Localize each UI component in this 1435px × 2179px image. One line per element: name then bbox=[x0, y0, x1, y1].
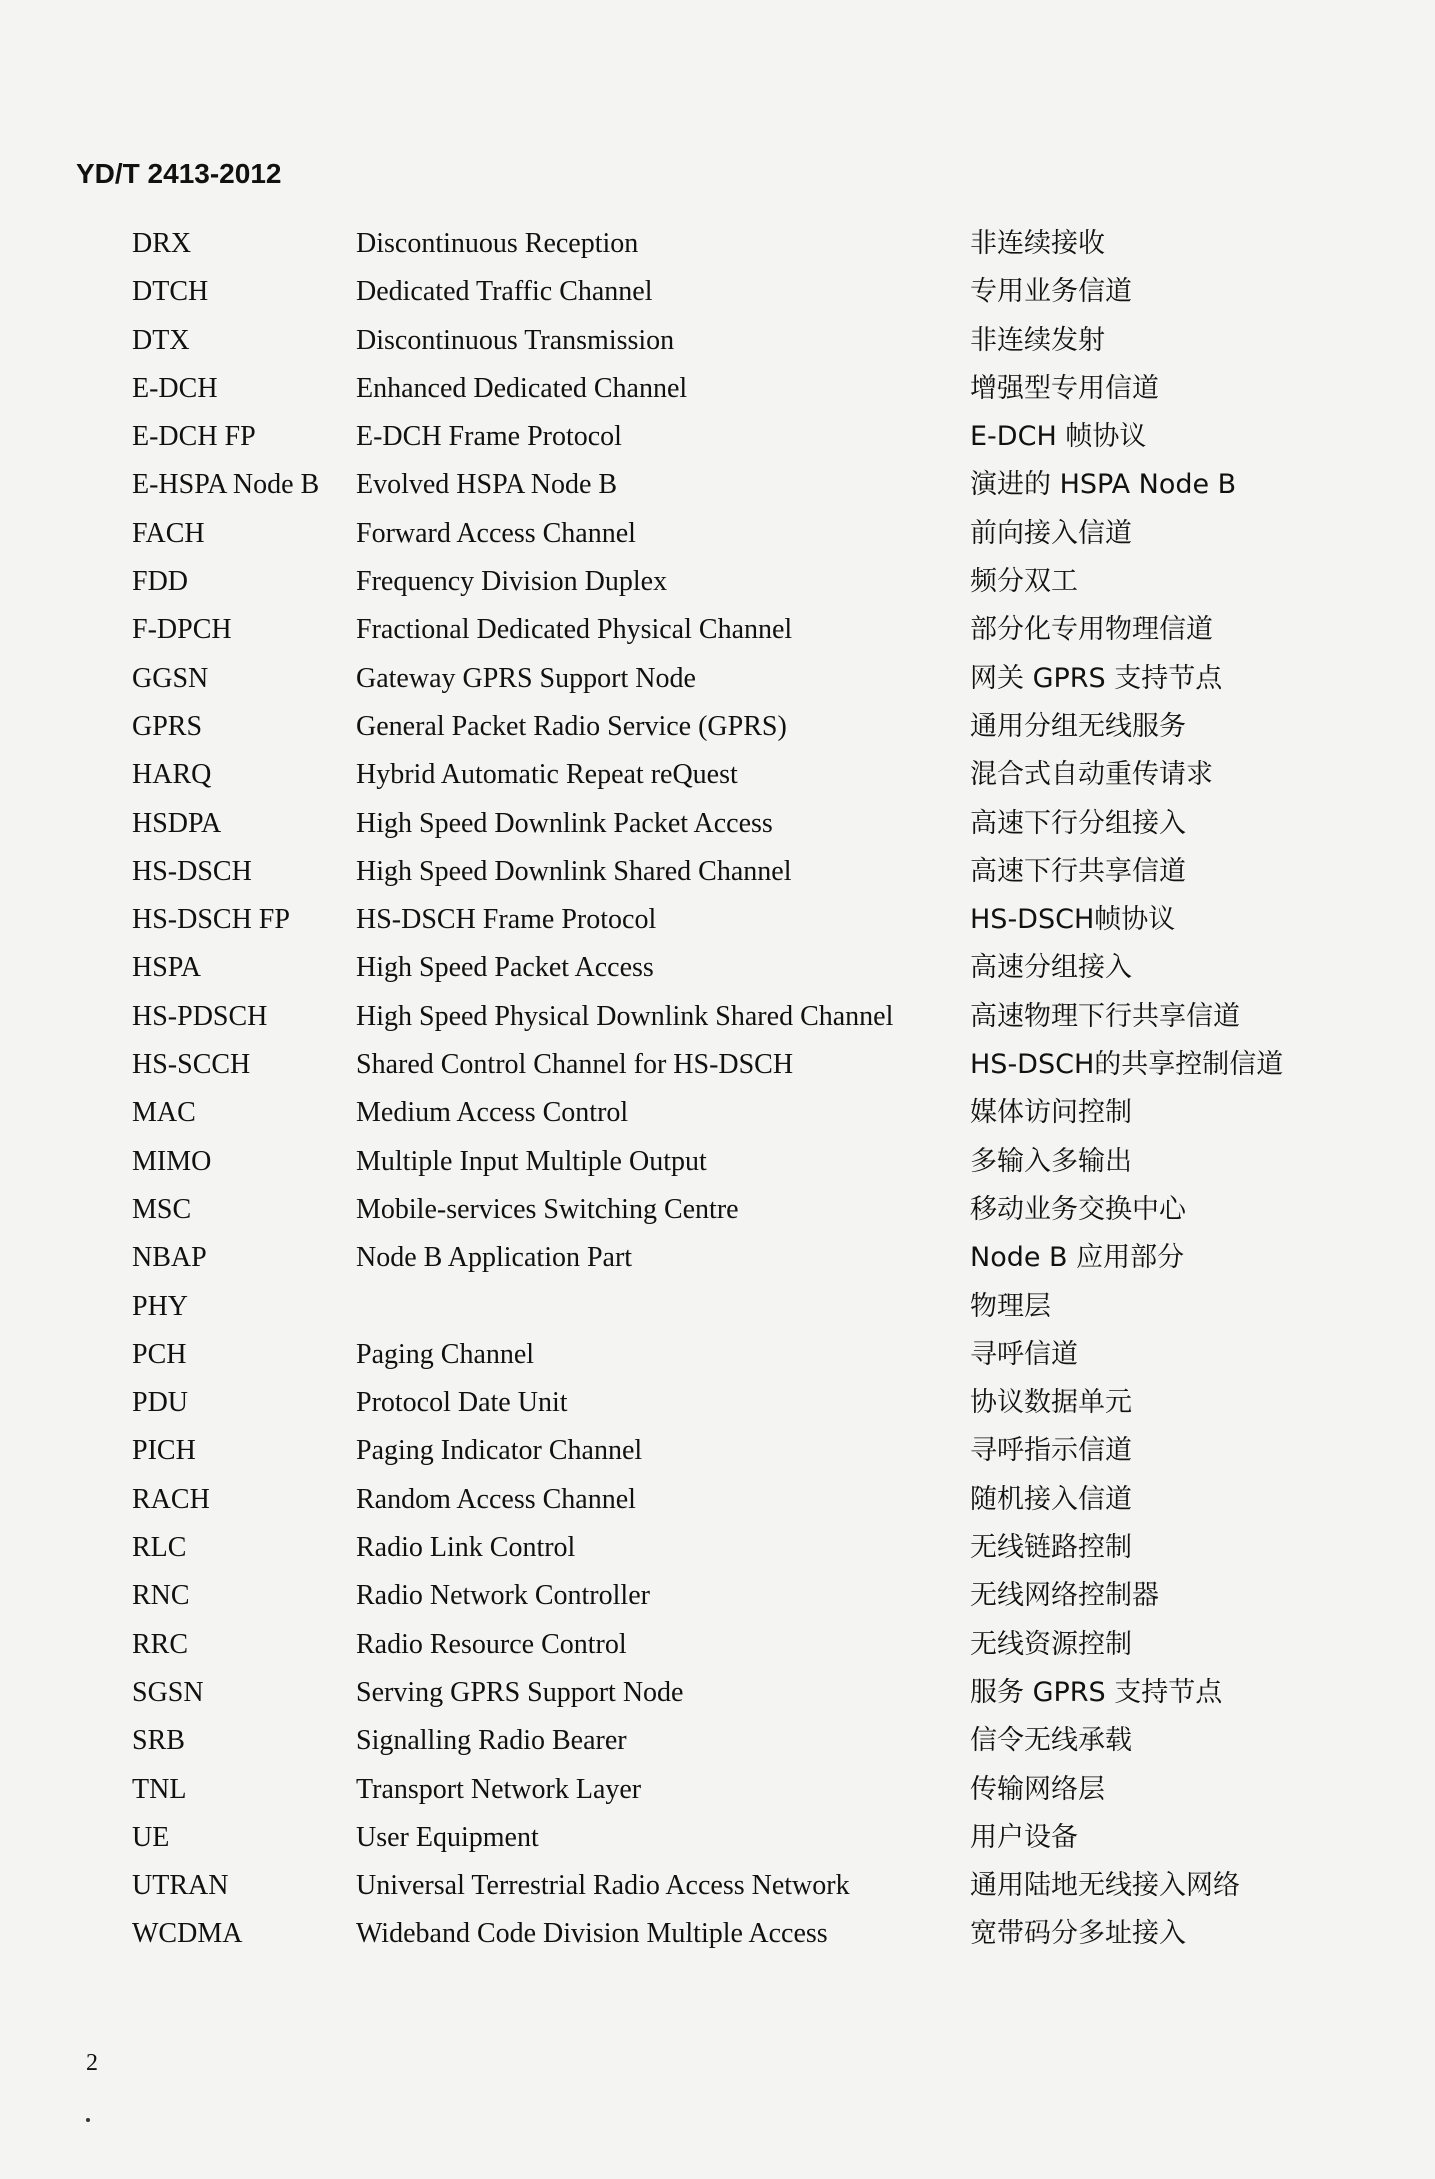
english-expansion: Discontinuous Reception bbox=[356, 228, 639, 259]
abbreviation-term: MIMO bbox=[132, 1145, 212, 1177]
chinese-translation: 高速下行分组接入 bbox=[970, 807, 1186, 839]
chinese-translation: 媒体访问控制 bbox=[970, 1097, 1132, 1129]
abbreviation-row bbox=[0, 896, 1435, 944]
english-expansion: Dedicated Traffic Channel bbox=[356, 276, 653, 308]
abbreviation-term: HSDPA bbox=[132, 807, 222, 839]
abbreviation-row bbox=[0, 1331, 1435, 1379]
chinese-translation: 通用分组无线服务 bbox=[970, 710, 1186, 742]
chinese-translation: 非连续接收 bbox=[970, 228, 1105, 259]
english-expansion: Discontinuous Transmission bbox=[356, 324, 675, 356]
abbreviation-row bbox=[0, 1669, 1435, 1717]
english-expansion: HS-DSCH Frame Protocol bbox=[356, 904, 657, 936]
abbreviation-row bbox=[0, 1138, 1435, 1186]
chinese-translation: 寻呼信道 bbox=[970, 1338, 1078, 1370]
abbreviation-term: UTRAN bbox=[132, 1870, 229, 1902]
abbreviation-term: E-DCH FP bbox=[132, 421, 256, 453]
abbreviation-row bbox=[0, 365, 1435, 413]
english-expansion: High Speed Packet Access bbox=[356, 952, 654, 984]
abbreviation-row bbox=[0, 1283, 1435, 1331]
chinese-translation: 非连续发射 bbox=[970, 324, 1105, 356]
abbreviation-term: MAC bbox=[132, 1097, 196, 1129]
chinese-translation: HS-DSCH的共享控制信道 bbox=[970, 1049, 1284, 1081]
chinese-translation: 无线链路控制 bbox=[970, 1532, 1132, 1564]
english-expansion: Serving GPRS Support Node bbox=[356, 1676, 684, 1708]
english-expansion: E-DCH Frame Protocol bbox=[356, 421, 622, 453]
english-expansion: Signalling Radio Bearer bbox=[356, 1725, 627, 1757]
chinese-translation: 用户设备 bbox=[970, 1821, 1078, 1853]
abbreviation-row bbox=[0, 993, 1435, 1041]
abbreviation-row bbox=[0, 751, 1435, 799]
english-expansion: High Speed Downlink Packet Access bbox=[356, 807, 773, 839]
english-expansion: Node B Application Part bbox=[356, 1242, 633, 1274]
chinese-translation: 寻呼指示信道 bbox=[970, 1435, 1132, 1467]
abbreviation-term: FDD bbox=[132, 566, 189, 598]
chinese-translation: 服务 GPRS 支持节点 bbox=[970, 1676, 1223, 1708]
chinese-translation: 网关 GPRS 支持节点 bbox=[970, 662, 1223, 694]
abbreviation-term: DTX bbox=[132, 324, 190, 356]
abbreviation-term: SRB bbox=[132, 1725, 185, 1757]
english-expansion: Mobile-services Switching Centre bbox=[356, 1193, 739, 1225]
abbreviation-row bbox=[0, 800, 1435, 848]
chinese-translation: 物理层 bbox=[970, 1290, 1051, 1322]
chinese-translation: 部分化专用物理信道 bbox=[970, 614, 1213, 646]
abbreviation-row bbox=[0, 1621, 1435, 1669]
english-expansion: User Equipment bbox=[356, 1821, 539, 1853]
abbreviation-term: TNL bbox=[132, 1773, 187, 1805]
abbreviation-row bbox=[0, 461, 1435, 509]
english-expansion: Transport Network Layer bbox=[356, 1773, 642, 1805]
chinese-translation: 宽带码分多址接入 bbox=[970, 1918, 1186, 1950]
chinese-translation: 无线资源控制 bbox=[970, 1628, 1132, 1660]
abbreviation-term: PDU bbox=[132, 1387, 189, 1419]
abbreviation-row bbox=[0, 606, 1435, 654]
page-number: 2 bbox=[86, 2050, 98, 2076]
chinese-translation: 移动业务交换中心 bbox=[970, 1193, 1186, 1225]
abbreviation-row bbox=[0, 1910, 1435, 1958]
abbreviation-row bbox=[0, 1524, 1435, 1572]
abbreviation-list bbox=[0, 220, 1435, 1959]
chinese-translation: 前向接入信道 bbox=[970, 517, 1132, 549]
abbreviation-term: PHY bbox=[132, 1290, 189, 1322]
abbreviation-row bbox=[0, 1766, 1435, 1814]
abbreviation-term: HARQ bbox=[132, 759, 212, 791]
abbreviation-row bbox=[0, 944, 1435, 992]
abbreviation-term: PCH bbox=[132, 1338, 187, 1370]
abbreviation-row bbox=[0, 1379, 1435, 1427]
abbreviation-row bbox=[0, 1089, 1435, 1137]
abbreviation-term: DRX bbox=[132, 228, 192, 259]
chinese-translation: Node B 应用部分 bbox=[970, 1242, 1185, 1274]
abbreviation-term: GGSN bbox=[132, 662, 209, 694]
english-expansion: Universal Terrestrial Radio Access Network bbox=[356, 1870, 850, 1902]
abbreviation-row bbox=[0, 558, 1435, 606]
abbreviation-term: HS-DSCH FP bbox=[132, 904, 290, 936]
abbreviation-term: HS-PDSCH bbox=[132, 1000, 268, 1032]
standard-id-header: YD/T 2413-2012 bbox=[76, 158, 282, 189]
abbreviation-row bbox=[0, 1717, 1435, 1765]
abbreviation-row bbox=[0, 848, 1435, 896]
english-expansion: Frequency Division Duplex bbox=[356, 566, 668, 598]
scan-speck bbox=[86, 2118, 90, 2122]
english-expansion: Radio Link Control bbox=[356, 1532, 576, 1564]
abbreviation-row bbox=[0, 1041, 1435, 1089]
abbreviation-term: NBAP bbox=[132, 1242, 207, 1274]
chinese-translation: HS-DSCH帧协议 bbox=[970, 904, 1176, 936]
abbreviation-row bbox=[0, 317, 1435, 365]
chinese-translation: 多输入多输出 bbox=[970, 1145, 1132, 1177]
english-expansion: Enhanced Dedicated Channel bbox=[356, 372, 688, 404]
abbreviation-term: WCDMA bbox=[132, 1918, 243, 1950]
english-expansion: Multiple Input Multiple Output bbox=[356, 1145, 707, 1177]
abbreviation-term: RNC bbox=[132, 1580, 190, 1612]
abbreviation-row bbox=[0, 510, 1435, 558]
abbreviation-row bbox=[0, 1427, 1435, 1475]
chinese-translation: 高速分组接入 bbox=[970, 952, 1132, 984]
abbreviation-row bbox=[0, 655, 1435, 703]
chinese-translation: 增强型专用信道 bbox=[970, 372, 1159, 404]
english-expansion: High Speed Physical Downlink Shared Channel bbox=[356, 1000, 894, 1032]
abbreviation-term: E-HSPA Node B bbox=[132, 469, 320, 501]
chinese-translation: 无线网络控制器 bbox=[970, 1580, 1159, 1612]
english-expansion: High Speed Downlink Shared Channel bbox=[356, 855, 792, 887]
chinese-translation: 高速下行共享信道 bbox=[970, 855, 1186, 887]
english-expansion: Gateway GPRS Support Node bbox=[356, 662, 696, 694]
chinese-translation: 频分双工 bbox=[970, 566, 1078, 598]
abbreviation-term: RLC bbox=[132, 1532, 187, 1564]
english-expansion: Protocol Date Unit bbox=[356, 1387, 568, 1419]
abbreviation-term: HSPA bbox=[132, 952, 202, 984]
abbreviation-term: FACH bbox=[132, 517, 205, 549]
abbreviation-row bbox=[0, 268, 1435, 316]
abbreviation-term: MSC bbox=[132, 1193, 192, 1225]
abbreviation-row bbox=[0, 1234, 1435, 1282]
abbreviation-term: PICH bbox=[132, 1435, 196, 1467]
chinese-translation: 高速物理下行共享信道 bbox=[970, 1000, 1240, 1032]
chinese-translation: 通用陆地无线接入网络 bbox=[970, 1870, 1240, 1902]
abbreviation-term: DTCH bbox=[132, 276, 209, 308]
abbreviation-row bbox=[0, 413, 1435, 461]
chinese-translation: 协议数据单元 bbox=[970, 1387, 1132, 1419]
english-expansion: Paging Channel bbox=[356, 1338, 535, 1370]
abbreviation-term: UE bbox=[132, 1821, 170, 1853]
chinese-translation: 混合式自动重传请求 bbox=[970, 759, 1213, 791]
abbreviation-row bbox=[0, 1814, 1435, 1862]
chinese-translation: 信令无线承载 bbox=[970, 1725, 1132, 1757]
abbreviation-row bbox=[0, 703, 1435, 751]
abbreviation-term: HS-DSCH bbox=[132, 855, 252, 887]
english-expansion: Forward Access Channel bbox=[356, 517, 636, 549]
english-expansion: Shared Control Channel for HS-DSCH bbox=[356, 1049, 794, 1081]
english-expansion: Medium Access Control bbox=[356, 1097, 629, 1129]
abbreviation-row bbox=[0, 220, 1435, 268]
english-expansion: Fractional Dedicated Physical Channel bbox=[356, 614, 793, 646]
abbreviation-term: GPRS bbox=[132, 710, 203, 742]
english-expansion: Evolved HSPA Node B bbox=[356, 469, 618, 501]
chinese-translation: 随机接入信道 bbox=[970, 1483, 1132, 1515]
abbreviation-term: F-DPCH bbox=[132, 614, 232, 646]
english-expansion: Paging Indicator Channel bbox=[356, 1435, 643, 1467]
english-expansion: Wideband Code Division Multiple Access bbox=[356, 1918, 828, 1950]
abbreviation-row bbox=[0, 1572, 1435, 1620]
abbreviation-row bbox=[0, 1862, 1435, 1910]
abbreviation-term: RACH bbox=[132, 1483, 210, 1515]
chinese-translation: 专用业务信道 bbox=[970, 276, 1132, 308]
abbreviation-term: HS-SCCH bbox=[132, 1049, 251, 1081]
chinese-translation: 传输网络层 bbox=[970, 1773, 1105, 1805]
english-expansion: General Packet Radio Service (GPRS) bbox=[356, 710, 787, 742]
abbreviation-term: SGSN bbox=[132, 1676, 204, 1708]
english-expansion: Radio Network Controller bbox=[356, 1580, 650, 1612]
chinese-translation: E-DCH 帧协议 bbox=[970, 421, 1147, 453]
english-expansion: Radio Resource Control bbox=[356, 1628, 627, 1660]
chinese-translation: 演进的 HSPA Node B bbox=[970, 469, 1237, 501]
abbreviation-term: RRC bbox=[132, 1628, 189, 1660]
abbreviation-row bbox=[0, 1476, 1435, 1524]
abbreviation-row bbox=[0, 1186, 1435, 1234]
english-expansion: Random Access Channel bbox=[356, 1483, 636, 1515]
english-expansion: Hybrid Automatic Repeat reQuest bbox=[356, 759, 738, 791]
abbreviation-term: E-DCH bbox=[132, 372, 218, 404]
